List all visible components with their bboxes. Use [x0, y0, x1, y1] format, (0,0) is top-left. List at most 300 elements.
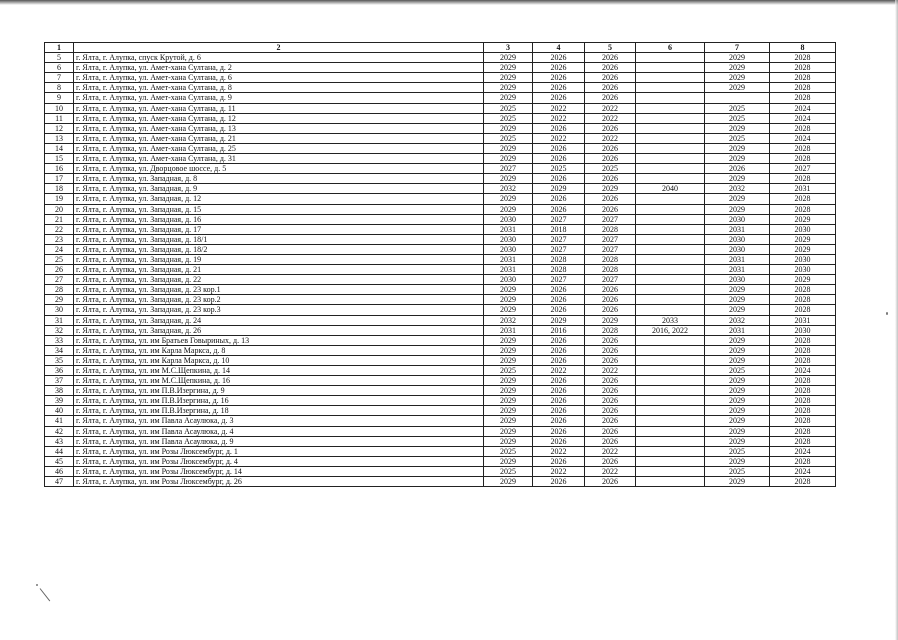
year-col-3-cell: 2029	[484, 123, 533, 133]
year-col-5-cell: 2027	[585, 214, 636, 224]
address-cell: г. Ялта, г. Алупка, ул. Западная, д. 19	[74, 254, 484, 264]
year-col-3-cell: 2030	[484, 244, 533, 254]
year-col-3-cell: 2025	[484, 366, 533, 376]
address-cell: г. Ялта, г. Алупка, ул. Амет-хана Султана, д. 11	[74, 103, 484, 113]
year-col-4-cell: 2026	[533, 204, 585, 214]
row-number-cell: 18	[45, 184, 74, 194]
table-row	[45, 466, 836, 476]
year-col-5-cell: 2027	[585, 234, 636, 244]
year-col-4-cell: 2022	[533, 366, 585, 376]
year-col-8-cell: 2028	[770, 295, 836, 305]
year-col-6-cell	[636, 143, 705, 153]
row-number-cell: 12	[45, 123, 74, 133]
year-col-7-cell: 2029	[705, 345, 770, 355]
year-col-5-cell: 2026	[585, 345, 636, 355]
address-cell: г. Ялта, г. Алупка, ул. Амет-хана Султана, д. 12	[74, 113, 484, 123]
year-col-8-cell: 2028	[770, 73, 836, 83]
row-number-cell: 26	[45, 265, 74, 275]
year-col-3-cell: 2029	[484, 477, 533, 487]
year-col-5-cell: 2026	[585, 456, 636, 466]
year-col-5-cell: 2026	[585, 386, 636, 396]
table-row	[45, 426, 836, 436]
year-col-7-cell: 2025	[705, 446, 770, 456]
year-col-8-cell: 2030	[770, 325, 836, 335]
year-col-8-cell: 2028	[770, 335, 836, 345]
year-col-6-cell	[636, 406, 705, 416]
year-col-5-cell: 2022	[585, 466, 636, 476]
year-col-3-cell: 2031	[484, 254, 533, 264]
year-col-6-cell	[636, 366, 705, 376]
row-number-cell: 19	[45, 194, 74, 204]
year-col-6-cell	[636, 133, 705, 143]
row-number-cell: 44	[45, 446, 74, 456]
year-col-3-cell: 2029	[484, 355, 533, 365]
table-row	[45, 456, 836, 466]
year-col-4-cell: 2026	[533, 477, 585, 487]
table-row	[45, 446, 836, 456]
year-col-4-cell: 2026	[533, 335, 585, 345]
table-row	[45, 295, 836, 305]
year-col-6-cell	[636, 477, 705, 487]
row-number-cell: 32	[45, 325, 74, 335]
year-col-8-cell: 2024	[770, 103, 836, 113]
year-col-3-cell: 2029	[484, 93, 533, 103]
year-col-3-cell: 2025	[484, 466, 533, 476]
year-col-5-cell: 2028	[585, 224, 636, 234]
column-header: 6	[636, 43, 705, 53]
table-row	[45, 416, 836, 426]
year-col-4-cell: 2026	[533, 396, 585, 406]
row-number-cell: 33	[45, 335, 74, 345]
year-col-4-cell: 2016	[533, 325, 585, 335]
year-col-8-cell: 2028	[770, 83, 836, 93]
address-cell: г. Ялта, г. Алупка, ул. Западная, д. 26	[74, 325, 484, 335]
year-col-5-cell: 2026	[585, 174, 636, 184]
table-row	[45, 275, 836, 285]
year-col-7-cell: 2032	[705, 315, 770, 325]
year-col-4-cell: 2026	[533, 174, 585, 184]
year-col-8-cell: 2028	[770, 416, 836, 426]
year-col-8-cell: 2028	[770, 174, 836, 184]
year-col-6-cell	[636, 154, 705, 164]
year-col-8-cell: 2030	[770, 265, 836, 275]
year-col-4-cell: 2026	[533, 456, 585, 466]
year-col-7-cell: 2031	[705, 325, 770, 335]
row-number-cell: 47	[45, 477, 74, 487]
row-number-cell: 5	[45, 53, 74, 63]
year-col-7-cell: 2025	[705, 113, 770, 123]
year-col-7-cell: 2029	[705, 436, 770, 446]
year-col-8-cell: 2028	[770, 285, 836, 295]
table-row	[45, 164, 836, 174]
row-number-cell: 31	[45, 315, 74, 325]
year-col-7-cell: 2029	[705, 416, 770, 426]
table-row	[45, 154, 836, 164]
housing-schedule-table	[44, 42, 836, 487]
year-col-4-cell: 2026	[533, 436, 585, 446]
year-col-3-cell: 2029	[484, 436, 533, 446]
year-col-3-cell: 2029	[484, 83, 533, 93]
year-col-5-cell: 2026	[585, 285, 636, 295]
table-row	[45, 386, 836, 396]
year-col-5-cell: 2027	[585, 244, 636, 254]
year-col-6-cell	[636, 123, 705, 133]
year-col-3-cell: 2029	[484, 335, 533, 345]
year-col-4-cell: 2029	[533, 184, 585, 194]
row-number-cell: 23	[45, 234, 74, 244]
year-col-7-cell: 2029	[705, 406, 770, 416]
year-col-7-cell: 2029	[705, 63, 770, 73]
year-col-3-cell: 2029	[484, 416, 533, 426]
year-col-5-cell: 2026	[585, 63, 636, 73]
year-col-7-cell: 2032	[705, 184, 770, 194]
table-row	[45, 73, 836, 83]
year-col-8-cell: 2029	[770, 275, 836, 285]
year-col-6-cell	[636, 93, 705, 103]
address-cell: г. Ялта, г. Алупка, ул. Амет-хана Султана, д. 13	[74, 123, 484, 133]
table-row	[45, 265, 836, 275]
year-col-7-cell: 2030	[705, 275, 770, 285]
year-col-8-cell: 2028	[770, 93, 836, 103]
year-col-5-cell: 2022	[585, 446, 636, 456]
year-col-3-cell: 2029	[484, 194, 533, 204]
year-col-7-cell: 2026	[705, 164, 770, 174]
year-col-8-cell: 2029	[770, 244, 836, 254]
address-cell: г. Ялта, г. Алупка, ул. им Павла Асаулюка, д. 3	[74, 416, 484, 426]
row-number-cell: 6	[45, 63, 74, 73]
year-col-3-cell: 2029	[484, 406, 533, 416]
address-cell: г. Ялта, г. Алупка, ул. им Павла Асаулюка, д. 9	[74, 436, 484, 446]
year-col-7-cell: 2029	[705, 154, 770, 164]
year-col-8-cell: 2024	[770, 133, 836, 143]
year-col-4-cell: 2026	[533, 406, 585, 416]
table-row	[45, 204, 836, 214]
year-col-3-cell: 2029	[484, 345, 533, 355]
table-row	[45, 123, 836, 133]
year-col-3-cell: 2025	[484, 103, 533, 113]
year-col-7-cell: 2029	[705, 305, 770, 315]
address-cell: г. Ялта, г. Алупка, ул. им Розы Люксембург, д. 14	[74, 466, 484, 476]
address-cell: г. Ялта, г. Алупка, ул. им П.В.Изергина, д. 18	[74, 406, 484, 416]
year-col-3-cell: 2025	[484, 113, 533, 123]
year-col-6-cell	[636, 63, 705, 73]
year-col-7-cell: 2031	[705, 224, 770, 234]
year-col-5-cell: 2029	[585, 315, 636, 325]
year-col-4-cell: 2026	[533, 194, 585, 204]
year-col-6-cell	[636, 234, 705, 244]
year-col-6-cell	[636, 355, 705, 365]
year-col-6-cell	[636, 426, 705, 436]
year-col-6-cell	[636, 103, 705, 113]
year-col-6-cell	[636, 446, 705, 456]
scan-edge-top	[0, 0, 898, 5]
year-col-4-cell: 2026	[533, 426, 585, 436]
address-cell: г. Ялта, г. Алупка, ул. Западная, д. 15	[74, 204, 484, 214]
year-col-5-cell: 2027	[585, 275, 636, 285]
year-col-7-cell: 2031	[705, 265, 770, 275]
year-col-7-cell: 2029	[705, 194, 770, 204]
table-row	[45, 234, 836, 244]
address-cell: г. Ялта, г. Алупка, ул. Западная, д. 23 кор.2	[74, 295, 484, 305]
year-col-7-cell: 2029	[705, 204, 770, 214]
year-col-7-cell: 2029	[705, 53, 770, 63]
row-number-cell: 7	[45, 73, 74, 83]
year-col-5-cell: 2026	[585, 477, 636, 487]
year-col-3-cell: 2025	[484, 446, 533, 456]
year-col-4-cell: 2026	[533, 53, 585, 63]
year-col-8-cell: 2028	[770, 477, 836, 487]
year-col-6-cell	[636, 335, 705, 345]
year-col-3-cell: 2030	[484, 234, 533, 244]
year-col-5-cell: 2026	[585, 83, 636, 93]
address-cell: г. Ялта, г. Алупка, ул. Амет-хана Султана, д. 2	[74, 63, 484, 73]
row-number-cell: 14	[45, 143, 74, 153]
scan-speck	[886, 312, 888, 315]
year-col-6-cell	[636, 194, 705, 204]
year-col-6-cell	[636, 386, 705, 396]
year-col-5-cell: 2026	[585, 93, 636, 103]
table-row	[45, 143, 836, 153]
table-row	[45, 436, 836, 446]
table-row	[45, 63, 836, 73]
row-number-cell: 43	[45, 436, 74, 446]
year-col-4-cell: 2026	[533, 386, 585, 396]
address-cell: г. Ялта, г. Алупка, ул. им Розы Люксембург, д. 26	[74, 477, 484, 487]
year-col-8-cell: 2024	[770, 446, 836, 456]
row-number-cell: 29	[45, 295, 74, 305]
year-col-4-cell: 2028	[533, 254, 585, 264]
year-col-6-cell	[636, 376, 705, 386]
year-col-3-cell: 2029	[484, 204, 533, 214]
pen-mark	[40, 588, 51, 601]
table-row	[45, 406, 836, 416]
year-col-5-cell: 2025	[585, 164, 636, 174]
year-col-6-cell	[636, 305, 705, 315]
table-row	[45, 396, 836, 406]
year-col-6-cell	[636, 345, 705, 355]
table-row	[45, 477, 836, 487]
year-col-7-cell: 2030	[705, 244, 770, 254]
year-col-8-cell: 2028	[770, 376, 836, 386]
year-col-5-cell: 2026	[585, 305, 636, 315]
year-col-5-cell: 2022	[585, 133, 636, 143]
year-col-8-cell: 2028	[770, 396, 836, 406]
year-col-5-cell: 2026	[585, 53, 636, 63]
table-row	[45, 93, 836, 103]
year-col-3-cell: 2030	[484, 214, 533, 224]
year-col-3-cell: 2029	[484, 386, 533, 396]
address-cell: г. Ялта, г. Алупка, ул. Амет-хана Султана, д. 8	[74, 83, 484, 93]
year-col-3-cell: 2027	[484, 164, 533, 174]
year-col-5-cell: 2026	[585, 406, 636, 416]
year-col-7-cell: 2029	[705, 83, 770, 93]
year-col-5-cell: 2026	[585, 436, 636, 446]
year-col-3-cell: 2029	[484, 73, 533, 83]
year-col-4-cell: 2026	[533, 305, 585, 315]
year-col-4-cell: 2025	[533, 164, 585, 174]
year-col-8-cell: 2028	[770, 204, 836, 214]
row-number-cell: 24	[45, 244, 74, 254]
year-col-4-cell: 2018	[533, 224, 585, 234]
address-cell: г. Ялта, г. Алупка, ул. Амет-хана Султана, д. 9	[74, 93, 484, 103]
year-col-5-cell: 2022	[585, 103, 636, 113]
year-col-4-cell: 2028	[533, 265, 585, 275]
address-cell: г. Ялта, г. Алупка, ул. им П.В.Изергина, д. 9	[74, 386, 484, 396]
table-row	[45, 184, 836, 194]
table-row	[45, 244, 836, 254]
year-col-6-cell: 2016, 2022	[636, 325, 705, 335]
year-col-8-cell: 2028	[770, 194, 836, 204]
year-col-3-cell: 2031	[484, 325, 533, 335]
table-row	[45, 355, 836, 365]
year-col-4-cell: 2029	[533, 315, 585, 325]
year-col-8-cell: 2031	[770, 315, 836, 325]
address-cell: г. Ялта, г. Алупка, ул. им Розы Люксембург, д. 4	[74, 456, 484, 466]
row-number-cell: 9	[45, 93, 74, 103]
table-row	[45, 103, 836, 113]
year-col-5-cell: 2028	[585, 254, 636, 264]
address-cell: г. Ялта, г. Алупка, ул. Западная, д. 21	[74, 265, 484, 275]
table-row	[45, 194, 836, 204]
year-col-3-cell: 2029	[484, 305, 533, 315]
column-header: 1	[45, 43, 74, 53]
row-number-cell: 11	[45, 113, 74, 123]
year-col-8-cell: 2028	[770, 355, 836, 365]
year-col-6-cell	[636, 224, 705, 234]
year-col-3-cell: 2025	[484, 133, 533, 143]
year-col-4-cell: 2026	[533, 63, 585, 73]
year-col-8-cell: 2028	[770, 436, 836, 446]
year-col-6-cell	[636, 174, 705, 184]
address-cell: г. Ялта, г. Алупка, ул. Западная, д. 9	[74, 184, 484, 194]
year-col-8-cell: 2024	[770, 113, 836, 123]
year-col-7-cell: 2030	[705, 234, 770, 244]
year-col-7-cell: 2025	[705, 133, 770, 143]
row-number-cell: 10	[45, 103, 74, 113]
year-col-8-cell: 2028	[770, 345, 836, 355]
year-col-3-cell: 2031	[484, 265, 533, 275]
address-cell: г. Ялта, г. Алупка, ул. Амет-хана Султана, д. 6	[74, 73, 484, 83]
address-cell: г. Ялта, г. Алупка, ул. Западная, д. 18/1	[74, 234, 484, 244]
year-col-3-cell: 2029	[484, 396, 533, 406]
table-row	[45, 53, 836, 63]
table-body	[45, 53, 836, 487]
year-col-8-cell: 2028	[770, 63, 836, 73]
address-cell: г. Ялта, г. Алупка, ул. Западная, д. 22	[74, 275, 484, 285]
year-col-8-cell: 2028	[770, 123, 836, 133]
year-col-7-cell: 2031	[705, 254, 770, 264]
year-col-5-cell: 2022	[585, 113, 636, 123]
year-col-8-cell: 2028	[770, 154, 836, 164]
year-col-3-cell: 2029	[484, 295, 533, 305]
year-col-6-cell	[636, 244, 705, 254]
table-row	[45, 214, 836, 224]
year-col-7-cell: 2029	[705, 386, 770, 396]
address-cell: г. Ялта, г. Алупка, ул. Амет-хана Султана, д. 31	[74, 154, 484, 164]
year-col-7-cell: 2029	[705, 123, 770, 133]
year-col-3-cell: 2029	[484, 285, 533, 295]
row-number-cell: 45	[45, 456, 74, 466]
year-col-6-cell	[636, 214, 705, 224]
year-col-7-cell: 2029	[705, 295, 770, 305]
row-number-cell: 46	[45, 466, 74, 476]
year-col-4-cell: 2022	[533, 466, 585, 476]
table-row	[45, 133, 836, 143]
year-col-5-cell: 2026	[585, 295, 636, 305]
year-col-6-cell	[636, 254, 705, 264]
year-col-5-cell: 2026	[585, 416, 636, 426]
year-col-7-cell: 2029	[705, 396, 770, 406]
year-col-7-cell: 2025	[705, 103, 770, 113]
address-cell: г. Ялта, г. Алупка, ул. Амет-хана Султана, д. 25	[74, 143, 484, 153]
table-row	[45, 376, 836, 386]
year-col-8-cell: 2028	[770, 53, 836, 63]
year-col-4-cell: 2022	[533, 113, 585, 123]
table-row	[45, 83, 836, 93]
table-row	[45, 305, 836, 315]
year-col-6-cell	[636, 416, 705, 426]
row-number-cell: 37	[45, 376, 74, 386]
year-col-4-cell: 2022	[533, 133, 585, 143]
scan-speck	[36, 584, 38, 586]
year-col-5-cell: 2029	[585, 184, 636, 194]
year-col-5-cell: 2026	[585, 194, 636, 204]
row-number-cell: 27	[45, 275, 74, 285]
year-col-7-cell: 2029	[705, 376, 770, 386]
row-number-cell: 22	[45, 224, 74, 234]
year-col-4-cell: 2026	[533, 83, 585, 93]
row-number-cell: 28	[45, 285, 74, 295]
year-col-4-cell: 2022	[533, 103, 585, 113]
table-row	[45, 285, 836, 295]
year-col-8-cell: 2029	[770, 214, 836, 224]
year-col-7-cell: 2029	[705, 477, 770, 487]
year-col-4-cell: 2026	[533, 295, 585, 305]
year-col-7-cell: 2029	[705, 456, 770, 466]
column-header: 5	[585, 43, 636, 53]
address-cell: г. Ялта, г. Алупка, ул. Западная, д. 16	[74, 214, 484, 224]
column-header: 4	[533, 43, 585, 53]
address-cell: г. Ялта, г. Алупка, ул. им Карла Маркса, д. 8	[74, 345, 484, 355]
row-number-cell: 16	[45, 164, 74, 174]
year-col-4-cell: 2026	[533, 154, 585, 164]
year-col-5-cell: 2026	[585, 335, 636, 345]
year-col-3-cell: 2032	[484, 315, 533, 325]
year-col-3-cell: 2029	[484, 143, 533, 153]
year-col-5-cell: 2026	[585, 143, 636, 153]
year-col-5-cell: 2026	[585, 73, 636, 83]
address-cell: г. Ялта, г. Алупка, ул. им М.С.Щепкина, д. 14	[74, 366, 484, 376]
table-row	[45, 345, 836, 355]
year-col-6-cell	[636, 83, 705, 93]
year-col-7-cell: 2029	[705, 174, 770, 184]
column-header: 8	[770, 43, 836, 53]
year-col-5-cell: 2026	[585, 204, 636, 214]
row-number-cell: 41	[45, 416, 74, 426]
address-cell: г. Ялта, г. Алупка, ул. Западная, д. 24	[74, 315, 484, 325]
table-row	[45, 224, 836, 234]
year-col-8-cell: 2030	[770, 224, 836, 234]
year-col-4-cell: 2022	[533, 446, 585, 456]
year-col-7-cell: 2029	[705, 143, 770, 153]
year-col-8-cell: 2028	[770, 305, 836, 315]
year-col-6-cell	[636, 285, 705, 295]
year-col-7-cell: 2030	[705, 214, 770, 224]
year-col-6-cell	[636, 265, 705, 275]
table-row	[45, 113, 836, 123]
year-col-4-cell: 2026	[533, 143, 585, 153]
year-col-8-cell: 2028	[770, 386, 836, 396]
